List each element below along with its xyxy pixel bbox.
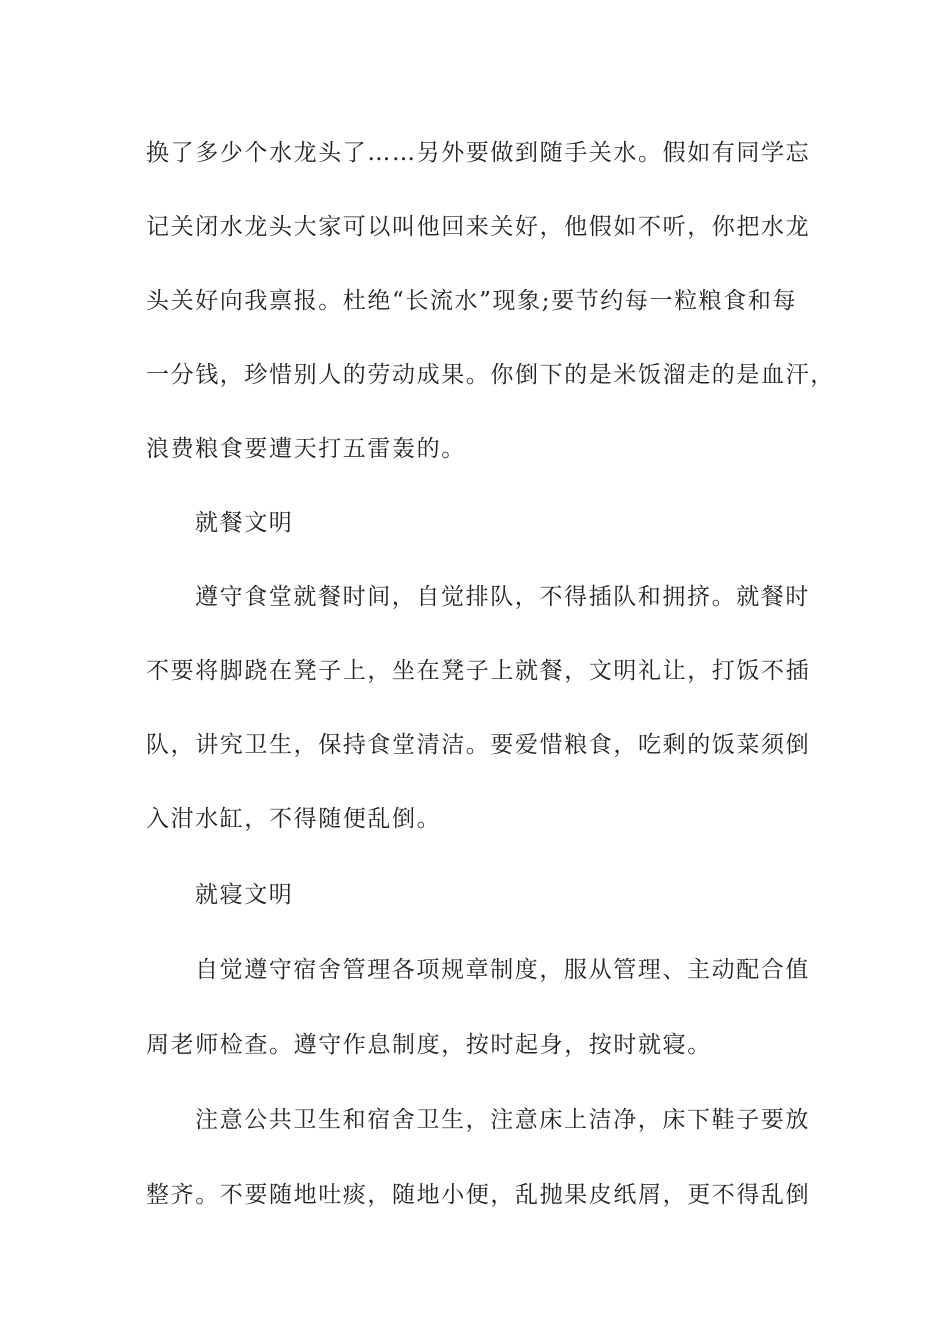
paragraph-line: 记关闭水龙头大家可以叫他回来关好，他假如不听，你把水龙 xyxy=(146,214,811,240)
paragraph-line: 整齐。不要随地吐痰，随地小便，乱抛果皮纸屑，更不得乱倒 xyxy=(146,1182,811,1208)
paragraph-line: 一分钱，珍惜别人的劳动成果。你倒下的是米饭溜走的是血汗， xyxy=(146,362,835,388)
paragraph-line: 周老师检查。遵守作息制度，按时起身，按时就寝。 xyxy=(146,1032,712,1058)
paragraph-line: 自觉遵守宿舍管理各项规章制度，服从管理、主动配合值 xyxy=(195,957,810,983)
paragraph-line: 不要将脚跷在凳子上，坐在凳子上就餐，文明礼让，打饭不插 xyxy=(146,658,811,684)
paragraph-line: 头关好向我禀报。杜绝“长流水”现象;要节约每一粒粮食和每 xyxy=(146,288,798,314)
paragraph-line: 注意公共卫生和宿舍卫生，注意床上洁净，床下鞋子要放 xyxy=(195,1107,810,1133)
paragraph-line: 换了多少个水龙头了……另外要做到随手关水。假如有同学忘 xyxy=(146,140,811,166)
section-heading-dining: 就餐文明 xyxy=(195,510,294,536)
paragraph-line: 入泔水缸，不得随便乱倒。 xyxy=(146,806,442,832)
section-heading-dormitory: 就寝文明 xyxy=(195,882,294,908)
paragraph-line: 浪费粮食要遭天打五雷轰的。 xyxy=(146,436,466,462)
paragraph-line: 遵守食堂就餐时间，自觉排队，不得插队和拥挤。就餐时 xyxy=(195,584,810,610)
paragraph-line: 队，讲究卫生，保持食堂清洁。要爱惜粮食，吃剩的饭菜须倒 xyxy=(146,732,811,758)
